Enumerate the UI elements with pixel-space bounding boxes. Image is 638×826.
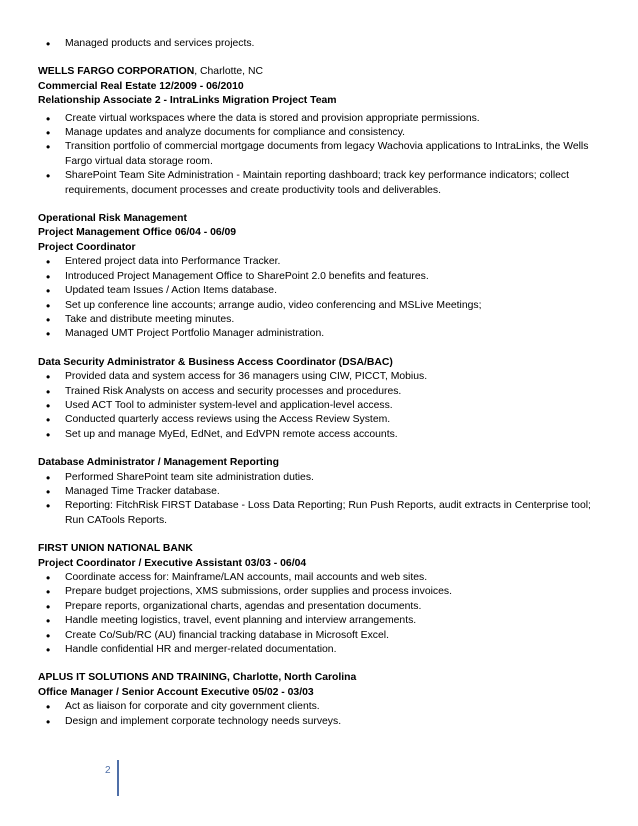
list-item: • Prepare reports, organizational charts, agendas and presentation documents. (38, 600, 598, 614)
list-item: • Managed products and services projects. (38, 37, 598, 51)
list-item: • Trained Risk Analysts on access and security processes and procedures. (38, 385, 598, 399)
list-item: • Manage updates and analyze documents for compliance and consistency. (38, 126, 598, 140)
list-item: • Introduced Project Management Office to SharePoint 2.0 benefits and features. (38, 270, 598, 284)
firstunion-role: Project Coordinator / Executive Assistant 03/03 - 06/04 (38, 557, 307, 569)
footer-divider (117, 760, 119, 796)
list-item: • Used ACT Tool to administer system-level and application-level access. (38, 399, 598, 413)
list-item: • Handle confidential HR and merger-related documentation. (38, 643, 598, 657)
aplus-bullet-list (38, 700, 598, 729)
dsa-bullet-list (38, 370, 598, 442)
list-item: • Create virtual workspaces where the data is stored and provision appropriate permissions. (38, 112, 598, 126)
list-item: • Conducted quarterly access reviews using the Access Review System. (38, 413, 598, 427)
aplus-role: Office Manager / Senior Account Executive 05/02 - 03/03 (38, 686, 314, 698)
dsa-title: Data Security Administrator & Business Access Coordinator (DSA/BAC) (38, 356, 393, 368)
aplus-company: APLUS IT SOLUTIONS AND TRAINING, Charlotte, North Carolina (38, 672, 357, 684)
list-item: • Coordinate access for: Mainframe/LAN accounts, mail accounts and web sites. (38, 571, 598, 585)
firstunion-bullet-list (38, 571, 598, 657)
list-item: • Set up and manage MyEd, EdNet, and EdVPN remote access accounts. (38, 428, 598, 442)
wells-company: WELLS FARGO CORPORATION (38, 66, 195, 78)
list-item: • Set up conference line accounts; arrange audio, video conferencing and MSLive Meetings; (38, 299, 598, 313)
list-item: • Act as liaison for corporate and city government clients. (38, 700, 598, 714)
dba-section (38, 456, 598, 528)
dba-bullet-list (38, 471, 598, 529)
list-item: • Performed SharePoint team site administration duties. (38, 471, 598, 485)
list-item: • Design and implement corporate technology needs surveys. (38, 715, 598, 729)
list-item: • Provided data and system access for 36 managers using CIW, PICCT, Mobius. (38, 370, 598, 384)
wells-location: , Charlotte, NC (194, 66, 263, 78)
list-item: • Create Co/Sub/RC (AU) financial tracking database in Microsoft Excel. (38, 629, 598, 643)
list-item: • Entered project data into Performance Tracker. (38, 255, 598, 269)
oprisk-dept: Project Management Office 06/04 - 06/09 (38, 227, 237, 239)
list-item: • Prepare budget projections, XMS submissions, order supplies and process invoices. (38, 585, 598, 599)
list-item: • Managed UMT Project Portfolio Manager administration. (38, 327, 598, 341)
firstunion-company: FIRST UNION NATIONAL BANK (38, 543, 193, 555)
top-bullet-list (38, 37, 598, 51)
list-item: • Managed Time Tracker database. (38, 485, 598, 499)
oprisk-title: Operational Risk Management (38, 213, 187, 225)
wells-bullet-list (38, 112, 598, 198)
wells-role: Relationship Associate 2 - IntraLinks Migration Project Team (38, 95, 337, 107)
oprisk-section (38, 212, 598, 342)
wells-company-line (38, 65, 598, 79)
list-item: • SharePoint Team Site Administration - Maintain reporting dashboard; track key performance indicators; collect requirements, document processes and create productivity tools and deliverables. (38, 169, 598, 198)
dsa-section (38, 356, 598, 442)
list-item: • Reporting: FitchRisk FIRST Database - Loss Data Reporting; Run Push Reports, audit extracts in Centerprise tool; Run CATools Reports. (38, 499, 598, 528)
dba-title: Database Administrator / Management Reporting (38, 457, 279, 469)
list-item: • Transition portfolio of commercial mortgage documents from legacy Wachovia applications to IntraLinks, the Wells Fargo virtual data storage room. (38, 140, 598, 169)
list-item: • Updated team Issues / Action Items database. (38, 284, 598, 298)
wells-dept: Commercial Real Estate 12/2009 - 06/2010 (38, 80, 244, 92)
list-item: • Handle meeting logistics, travel, event planning and interview arrangements. (38, 614, 598, 628)
page-number: 2 (105, 765, 111, 776)
list-item: • Take and distribute meeting minutes. (38, 313, 598, 327)
resume-content (38, 37, 598, 729)
wells-fargo-section (38, 65, 598, 198)
oprisk-role: Project Coordinator (38, 241, 136, 253)
oprisk-bullet-list (38, 255, 598, 341)
aplus-section (38, 671, 598, 729)
first-union-section (38, 542, 598, 657)
